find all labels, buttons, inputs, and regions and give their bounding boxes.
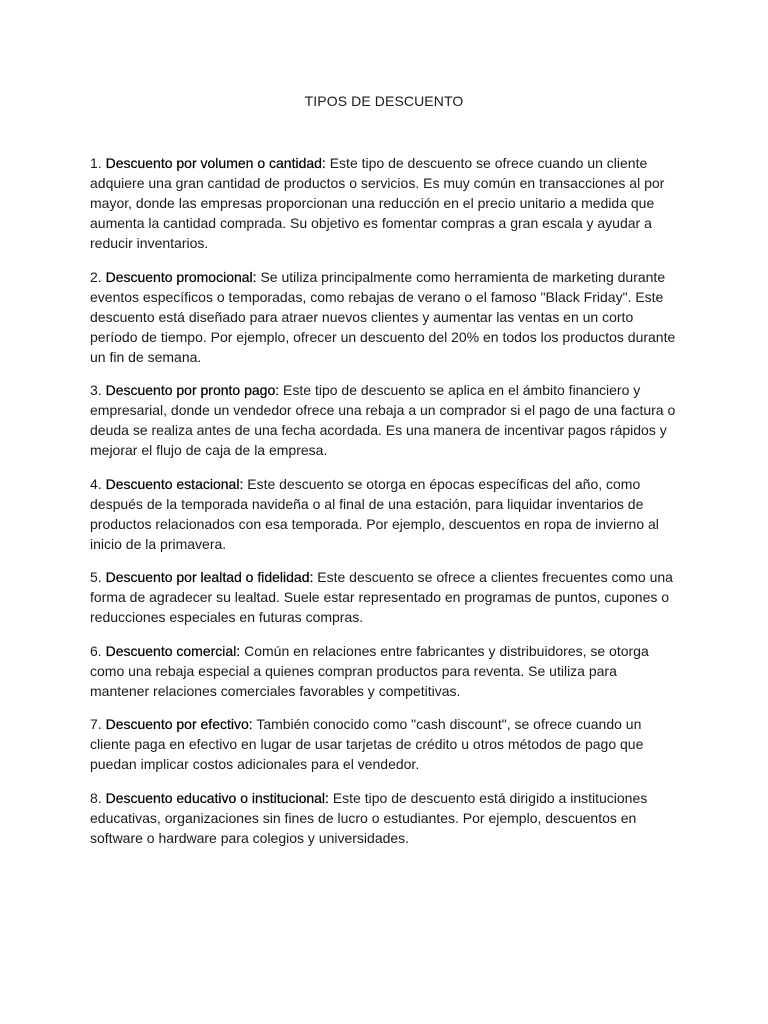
item-description: Este tipo de descuento se ofrece cuando un cliente adquiere una gran cantidad de productos o servicios. Es muy común en transacciones al por mayor, donde las empresas proporcionan una reducción en el precio unitario a medida que aumenta la cantidad comprada. Su objetivo es fomentar compras a gran escala y ayudar a reducir inventarios. (90, 155, 665, 251)
item-number: 2. (90, 268, 102, 285)
item-description: Este descuento se otorga en épocas específicas del año, como después de la temporada navideña o al final de una estación, para liquidar inventarios de productos relacionados con esa temporada. Por ejemplo, descuentos en ropa de invierno al inicio de la primavera. (90, 475, 659, 552)
item-term: Descuento por efectivo: (105, 716, 253, 732)
item-term: Descuento educativo o institucional: (105, 789, 329, 806)
list-item (90, 567, 678, 627)
document-title: TIPOS DE DESCUENTO (304, 93, 464, 109)
item-description: Este tipo de descuento está dirigido a instituciones educativas, organizaciones sin fines de lucro o estudiantes. Por ejemplo, descuentos en software o hardware para colegios y universidades. (90, 789, 648, 846)
item-term: Descuento promocional: (105, 268, 257, 285)
item-number: 5. (90, 569, 102, 585)
list-item (90, 788, 678, 848)
list-item (90, 641, 678, 701)
item-description: Este descuento se ofrece a clientes frecuentes como una forma de agradecer su lealtad. Suele estar representado en programas de puntos, cupones o reducciones especiales en futuras compras. (90, 569, 673, 625)
item-number: 3. (90, 382, 102, 398)
item-description: También conocido como "cash discount", se ofrece cuando un cliente paga en efectivo en lugar de usar tarjetas de crédito u otros métodos de pago que puedan implicar costos adicionales para el vendedor. (90, 716, 644, 772)
list-item (90, 380, 678, 460)
item-term: Descuento por pronto pago: (105, 382, 280, 398)
item-number: 6. (90, 642, 102, 659)
item-number: 7. (90, 716, 102, 732)
item-term: Descuento por lealtad o fidelidad: (105, 569, 314, 585)
list-item (90, 714, 678, 774)
item-number: 1. (90, 155, 102, 171)
item-description: Se utiliza principalmente como herramienta de marketing durante eventos específicos o temporadas, como rebajas de verano o el famoso "Black Friday". Este descuento está diseñado para atraer nuevos clientes y aumentar las ventas en un corto período de tiempo. Por ejemplo, ofrecer un descuento del 20% en todos los productos durante un fin de semana. (90, 268, 676, 365)
item-term: Descuento por volumen o cantidad: (105, 155, 326, 171)
discount-type-list (90, 153, 678, 848)
list-item (90, 474, 678, 554)
item-description: Común en relaciones entre fabricantes y distribuidores, se otorga como una rebaja especial a quienes compran productos para reventa. Se utiliza para mantener relaciones comerciales favorables y competitivas. (90, 642, 649, 699)
list-item (90, 153, 678, 253)
list-item (90, 267, 678, 367)
item-term: Descuento estacional: (105, 475, 244, 492)
item-description: Este tipo de descuento se aplica en el ámbito financiero y empresarial, donde un vendedor ofrece una rebaja a un comprador si el pago de una factura o deuda se realiza antes de una fecha acordada. Es una manera de incentivar pagos rápidos y mejorar el flujo de caja de la empresa. (90, 382, 676, 458)
item-number: 8. (90, 789, 102, 806)
item-number: 4. (90, 475, 102, 492)
item-term: Descuento comercial: (105, 642, 241, 659)
